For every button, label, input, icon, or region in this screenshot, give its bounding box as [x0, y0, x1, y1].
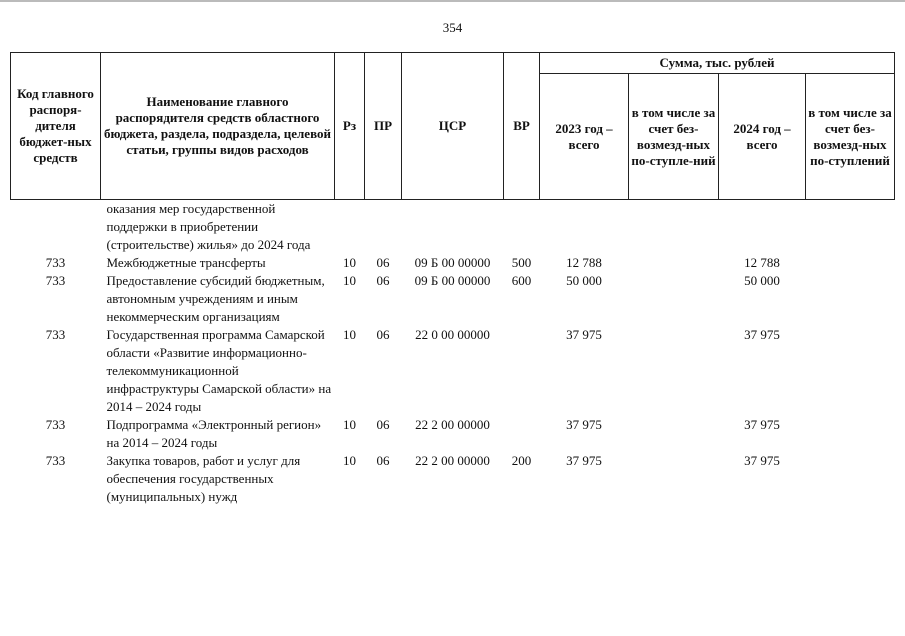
row-pr: 06 [376, 273, 390, 288]
row-sum-2023: 37 975 [566, 327, 602, 342]
page-number: 354 [442, 20, 463, 35]
row-rz: 10 [343, 273, 356, 288]
row-code [11, 200, 101, 255]
row-code: 733 [45, 453, 66, 468]
row-grants-2023 [629, 200, 719, 255]
row-grants-2023 [629, 326, 719, 416]
row-sum-2024: 12 788 [744, 255, 780, 270]
row-sum-2024: 37 975 [744, 327, 780, 342]
header-2024-total: 2024 год – всего [719, 74, 806, 200]
header-sum: Сумма, тыс. рублей [540, 53, 895, 74]
row-rz: 10 [343, 255, 356, 270]
row-csr: 09 Б 00 00000 [414, 273, 491, 288]
row-name: Межбюджетные трансферты [106, 255, 266, 270]
header-vr: ВР [504, 53, 540, 200]
row-grants-2023 [629, 452, 719, 506]
row-name: Государственная программа Самарской области «Развитие информационно-телекоммуникационной инфраструктуры Самарской области» на 2014 – 2024 годы [106, 327, 332, 414]
row-grants-2023 [629, 272, 719, 326]
table-row [11, 272, 895, 326]
row-grants-2024 [806, 326, 895, 416]
row-csr: 22 2 00 00000 [415, 417, 490, 432]
row-rz: 10 [343, 417, 356, 432]
row-vr [504, 200, 540, 255]
scan-edge [0, 0, 905, 2]
table-row [11, 254, 895, 272]
row-rz: 10 [343, 453, 356, 468]
header-rz: Рз [335, 53, 365, 200]
header-csr: ЦСР [402, 53, 504, 200]
row-sum-2024: 50 000 [744, 273, 780, 288]
header-2023-total: 2023 год – всего [540, 74, 629, 200]
row-grants-2024 [806, 272, 895, 326]
row-csr [402, 200, 504, 255]
row-pr: 06 [376, 327, 390, 342]
header-name: Наименование главного распорядителя средств областного бюджета, раздела, подраздела, целевой статьи, группы видов расходов [101, 53, 335, 200]
row-name: Подпрограмма «Электронный регион» на 2014 – 2024 годы [106, 417, 322, 450]
row-pr: 06 [376, 417, 390, 432]
row-sum-2023: 12 788 [566, 255, 602, 270]
row-code: 733 [45, 327, 66, 342]
row-rz [335, 200, 365, 255]
budget-table [10, 52, 895, 506]
row-vr: 600 [511, 273, 532, 288]
row-pr [365, 200, 402, 255]
row-sum-2024: 37 975 [744, 417, 780, 432]
row-sum-2023: 50 000 [566, 273, 602, 288]
row-code: 733 [45, 273, 66, 288]
row-vr [504, 326, 540, 416]
row-vr [504, 416, 540, 452]
row-sum-2023: 37 975 [566, 453, 602, 468]
row-csr: 09 Б 00 00000 [414, 255, 491, 270]
table-row [11, 416, 895, 452]
row-grants-2024 [806, 200, 895, 255]
row-grants-2024 [806, 452, 895, 506]
row-pr: 06 [376, 255, 390, 270]
row-sum-2024: 37 975 [744, 453, 780, 468]
row-code: 733 [45, 417, 66, 432]
row-rz: 10 [343, 327, 356, 342]
table-row [11, 200, 895, 255]
row-name: Закупка товаров, работ и услуг для обеспечения государственных (муниципальных) нужд [106, 453, 301, 504]
row-sum-2023 [540, 200, 629, 255]
header-code: Код главного распоря-дителя бюджет-ных средств [11, 53, 101, 200]
table-row [11, 326, 895, 416]
header-2023-grants: в том числе за счет без-возмезд-ных по-ступле-ний [629, 74, 719, 200]
row-grants-2023 [629, 254, 719, 272]
row-sum-2023: 37 975 [566, 417, 602, 432]
row-vr: 500 [511, 255, 532, 270]
row-grants-2023 [629, 416, 719, 452]
row-name: оказания мер государственной поддержки в приобретении (строительстве) жилья» до 2024 года [106, 201, 311, 252]
table-row [11, 452, 895, 506]
row-sum-2024 [719, 200, 806, 255]
row-grants-2024 [806, 416, 895, 452]
row-vr: 200 [511, 453, 532, 468]
header-2024-grants: в том числе за счет без-возмезд-ных по-ступлений [806, 74, 895, 200]
header-pr: ПР [365, 53, 402, 200]
row-csr: 22 2 00 00000 [415, 453, 490, 468]
row-name: Предоставление субсидий бюджетным, автономным учреждениям и иным некоммерческим организациям [106, 273, 325, 324]
row-code: 733 [45, 255, 66, 270]
row-csr: 22 0 00 00000 [415, 327, 490, 342]
row-pr: 06 [376, 453, 390, 468]
row-grants-2024 [806, 254, 895, 272]
